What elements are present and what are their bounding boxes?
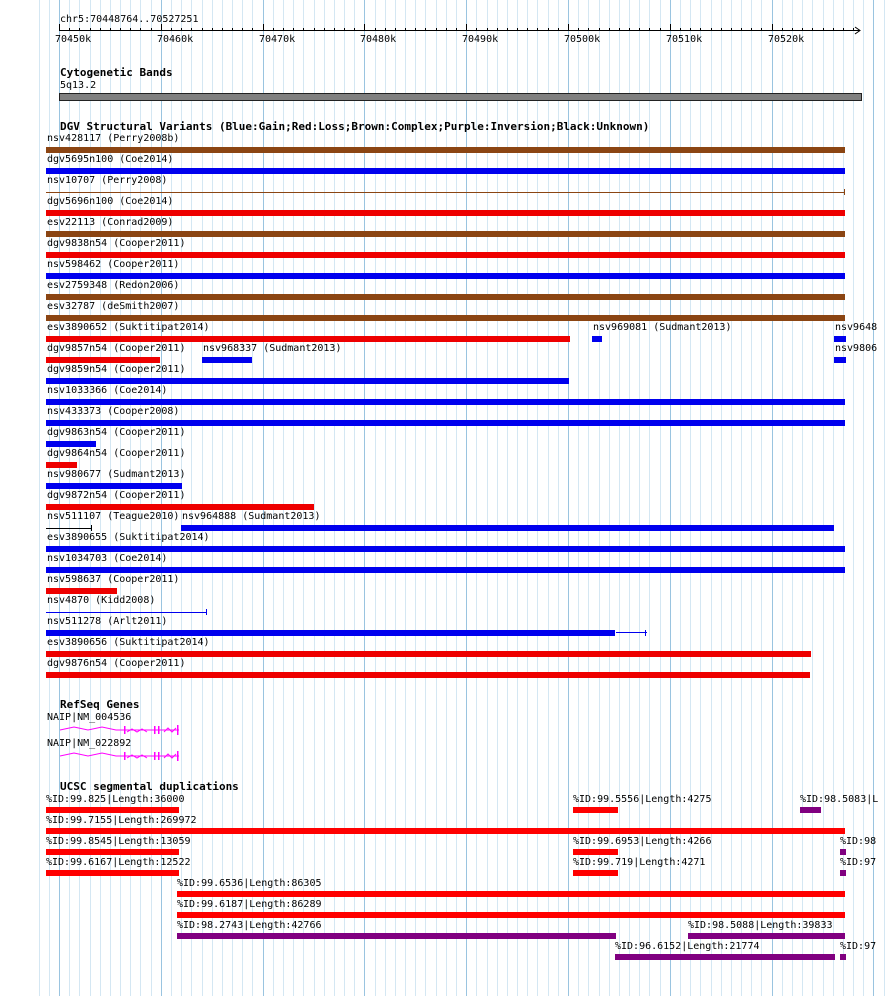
refseq-exon xyxy=(177,751,179,761)
dgv-feature-bar xyxy=(46,315,845,321)
segdup-feature-label: %ID:98.5088|Length:39833 xyxy=(688,920,833,931)
dgv-feature-label: dgv9857n54 (Cooper2011) xyxy=(47,343,186,354)
dgv-feature-bar xyxy=(834,357,846,363)
segdup-feature-label: %ID:99.6167|Length:12522 xyxy=(46,857,191,868)
segdup-feature-bar xyxy=(177,912,845,918)
segdup-feature-bar xyxy=(840,849,846,855)
dgv-track-title: DGV Structural Variants (Blue:Gain;Red:Loss;Brown:Complex;Purple:Inversion;Black:Unknown) xyxy=(60,120,650,133)
ruler-tick-label: 70500k xyxy=(564,34,601,45)
refseq-exon xyxy=(124,726,126,734)
dgv-feature-bar xyxy=(592,336,602,342)
refseq-track-title: RefSeq Genes xyxy=(60,698,140,711)
dgv-feature-bar xyxy=(46,504,314,510)
dgv-feature-label: dgv9863n54 (Cooper2011) xyxy=(47,427,186,438)
refseq-exon xyxy=(158,752,160,760)
dgv-feature-label: dgv5696n100 (Coe2014) xyxy=(47,196,174,207)
dgv-feature-bar xyxy=(46,273,845,279)
refseq-exon xyxy=(177,725,179,735)
segdup-feature-label: %ID:97 xyxy=(840,857,877,868)
cytoband-5q13-2[interactable] xyxy=(59,93,862,101)
dgv-feature-label: nsv968337 (Sudmant2013) xyxy=(203,343,342,354)
dgv-feature-bar xyxy=(46,210,845,216)
cytoband-label: 5q13.2 xyxy=(60,80,97,91)
dgv-feature-bar xyxy=(834,336,846,342)
ruler-tick-label: 70520k xyxy=(768,34,805,45)
refseq-gene-model xyxy=(58,722,198,738)
dgv-feature-bar xyxy=(46,441,96,447)
dgv-feature-label: nsv511278 (Arlt2011) xyxy=(47,616,168,627)
dgv-feature-bar xyxy=(46,399,845,405)
refseq-gene-label: NAIP|NM_022892 xyxy=(47,738,132,749)
refseq-exon xyxy=(124,752,126,760)
dgv-feature-label: esv32787 (deSmith2007) xyxy=(47,301,180,312)
segdup-feature-bar xyxy=(573,870,618,876)
dgv-feature-bar xyxy=(46,672,810,678)
ruler-tick-label: 70480k xyxy=(360,34,397,45)
dgv-feature-label: nsv1034703 (Coe2014) xyxy=(47,553,168,564)
dgv-feature-label: nsv969081 (Sudmant2013) xyxy=(593,322,732,333)
grid-line-minor xyxy=(884,0,885,996)
dgv-feature-bar xyxy=(46,378,569,384)
dgv-feature-tail xyxy=(616,632,647,633)
segdup-feature-bar xyxy=(573,849,618,855)
dgv-feature-bar xyxy=(46,252,845,258)
segdup-feature-bar xyxy=(46,828,845,834)
segdup-feature-bar xyxy=(840,870,846,876)
grid-line-minor xyxy=(39,0,40,996)
dgv-feature-end-cap xyxy=(91,525,92,531)
dgv-feature-line xyxy=(46,528,91,529)
dgv-feature-end-cap xyxy=(645,630,646,636)
dgv-feature-label: esv3890655 (Suktitipat2014) xyxy=(47,532,210,543)
dgv-feature-bar xyxy=(46,483,182,489)
segdup-feature-bar xyxy=(46,807,179,813)
dgv-feature-line xyxy=(46,192,845,193)
segdup-feature-label: %ID:99.8545|Length:13059 xyxy=(46,836,191,847)
dgv-feature-label: nsv598637 (Cooper2011) xyxy=(47,574,180,585)
segdup-feature-bar xyxy=(46,849,179,855)
segdup-feature-label: %ID:99.5556|Length:4275 xyxy=(573,794,712,805)
ruler-tick-label: 70470k xyxy=(259,34,296,45)
dgv-feature-label: nsv9806 xyxy=(835,343,878,354)
dgv-feature-bar xyxy=(46,294,845,300)
refseq-exon xyxy=(158,726,160,734)
segdup-feature-label: %ID:99.6953|Length:4266 xyxy=(573,836,712,847)
dgv-feature-bar xyxy=(46,336,570,342)
dgv-feature-bar xyxy=(181,525,834,531)
segdup-feature-bar xyxy=(46,870,179,876)
dgv-feature-label: dgv9876n54 (Cooper2011) xyxy=(47,658,186,669)
segdup-feature-bar xyxy=(615,954,835,960)
dgv-feature-label: esv2759348 (Redon2006) xyxy=(47,280,180,291)
dgv-feature-label: dgv5695n100 (Coe2014) xyxy=(47,154,174,165)
segdup-feature-label: %ID:99.6187|Length:86289 xyxy=(177,899,322,910)
segdup-feature-label: %ID:99.6536|Length:86305 xyxy=(177,878,322,889)
dgv-feature-bar xyxy=(46,168,845,174)
location-label: chr5:70448764..70527251 xyxy=(60,14,199,25)
dgv-feature-bar xyxy=(46,357,160,363)
segdup-feature-bar xyxy=(177,891,845,897)
refseq-intron-line xyxy=(60,727,124,730)
dgv-feature-bar xyxy=(46,231,845,237)
dgv-feature-bar xyxy=(46,147,845,153)
dgv-feature-bar xyxy=(46,588,117,594)
segdup-feature-label: %ID:99.719|Length:4271 xyxy=(573,857,706,868)
dgv-feature-line xyxy=(46,612,206,613)
ruler-scale xyxy=(0,0,890,48)
segdup-feature-bar xyxy=(800,807,821,813)
ruler-tick-label: 70450k xyxy=(55,34,92,45)
dgv-feature-label: esv3890652 (Suktitipat2014) xyxy=(47,322,210,333)
ruler-tick-label: 70490k xyxy=(462,34,499,45)
dgv-feature-label: nsv10707 (Perry2008) xyxy=(47,175,168,186)
dgv-feature-label: esv3890656 (Suktitipat2014) xyxy=(47,637,210,648)
dgv-feature-bar xyxy=(46,420,845,426)
dgv-feature-label: nsv964888 (Sudmant2013) xyxy=(182,511,321,522)
segdup-feature-label: %ID:98.5083|L xyxy=(800,794,879,805)
segdup-feature-label: %ID:98 xyxy=(840,836,877,847)
segdup-feature-label: %ID:98.2743|Length:42766 xyxy=(177,920,322,931)
segdup-feature-label: %ID:99.825|Length:36000 xyxy=(46,794,185,805)
dgv-feature-end-cap xyxy=(206,609,207,615)
refseq-exon xyxy=(154,752,156,760)
dgv-feature-label: nsv9648 xyxy=(835,322,878,333)
dgv-feature-label: nsv433373 (Cooper2008) xyxy=(47,406,180,417)
segdup-feature-bar xyxy=(177,933,616,939)
dgv-feature-label: nsv511107 (Teague2010) xyxy=(47,511,180,522)
ruler-tick-label: 70510k xyxy=(666,34,703,45)
dgv-feature-label: nsv598462 (Cooper2011) xyxy=(47,259,180,270)
segdup-feature-label: %ID:97 xyxy=(840,941,877,952)
refseq-gene-label: NAIP|NM_004536 xyxy=(47,712,132,723)
dgv-feature-label: nsv1033366 (Coe2014) xyxy=(47,385,168,396)
dgv-feature-end-cap xyxy=(844,189,845,195)
segdup-feature-bar xyxy=(688,933,845,939)
dgv-feature-bar xyxy=(46,462,77,468)
dgv-feature-label: nsv428117 (Perry2008b) xyxy=(47,133,180,144)
segdup-feature-label: %ID:96.6152|Length:21774 xyxy=(615,941,760,952)
dgv-feature-label: dgv9838n54 (Cooper2011) xyxy=(47,238,186,249)
ruler-tick-label: 70460k xyxy=(157,34,194,45)
refseq-intron-line xyxy=(164,754,176,758)
dgv-feature-label: dgv9859n54 (Cooper2011) xyxy=(47,364,186,375)
refseq-intron-line xyxy=(60,753,124,756)
cytoband-track-title: Cytogenetic Bands xyxy=(60,66,173,79)
refseq-intron-line xyxy=(164,728,176,732)
dgv-feature-label: nsv980677 (Sudmant2013) xyxy=(47,469,186,480)
dgv-feature-bar xyxy=(46,630,615,636)
refseq-gene-model xyxy=(58,748,198,764)
segdup-feature-label: %ID:99.7155|Length:269972 xyxy=(46,815,197,826)
dgv-feature-bar xyxy=(202,357,252,363)
dgv-feature-bar xyxy=(46,546,845,552)
dgv-feature-label: dgv9864n54 (Cooper2011) xyxy=(47,448,186,459)
dgv-feature-label: dgv9872n54 (Cooper2011) xyxy=(47,490,186,501)
segdup-track-title: UCSC segmental duplications xyxy=(60,780,239,793)
segdup-feature-bar xyxy=(840,954,846,960)
dgv-feature-label: esv22113 (Conrad2009) xyxy=(47,217,174,228)
dgv-feature-bar xyxy=(46,567,845,573)
dgv-feature-label: nsv4870 (Kidd2008) xyxy=(47,595,156,606)
dgv-feature-bar xyxy=(46,651,811,657)
refseq-exon xyxy=(154,726,156,734)
segdup-feature-bar xyxy=(573,807,618,813)
